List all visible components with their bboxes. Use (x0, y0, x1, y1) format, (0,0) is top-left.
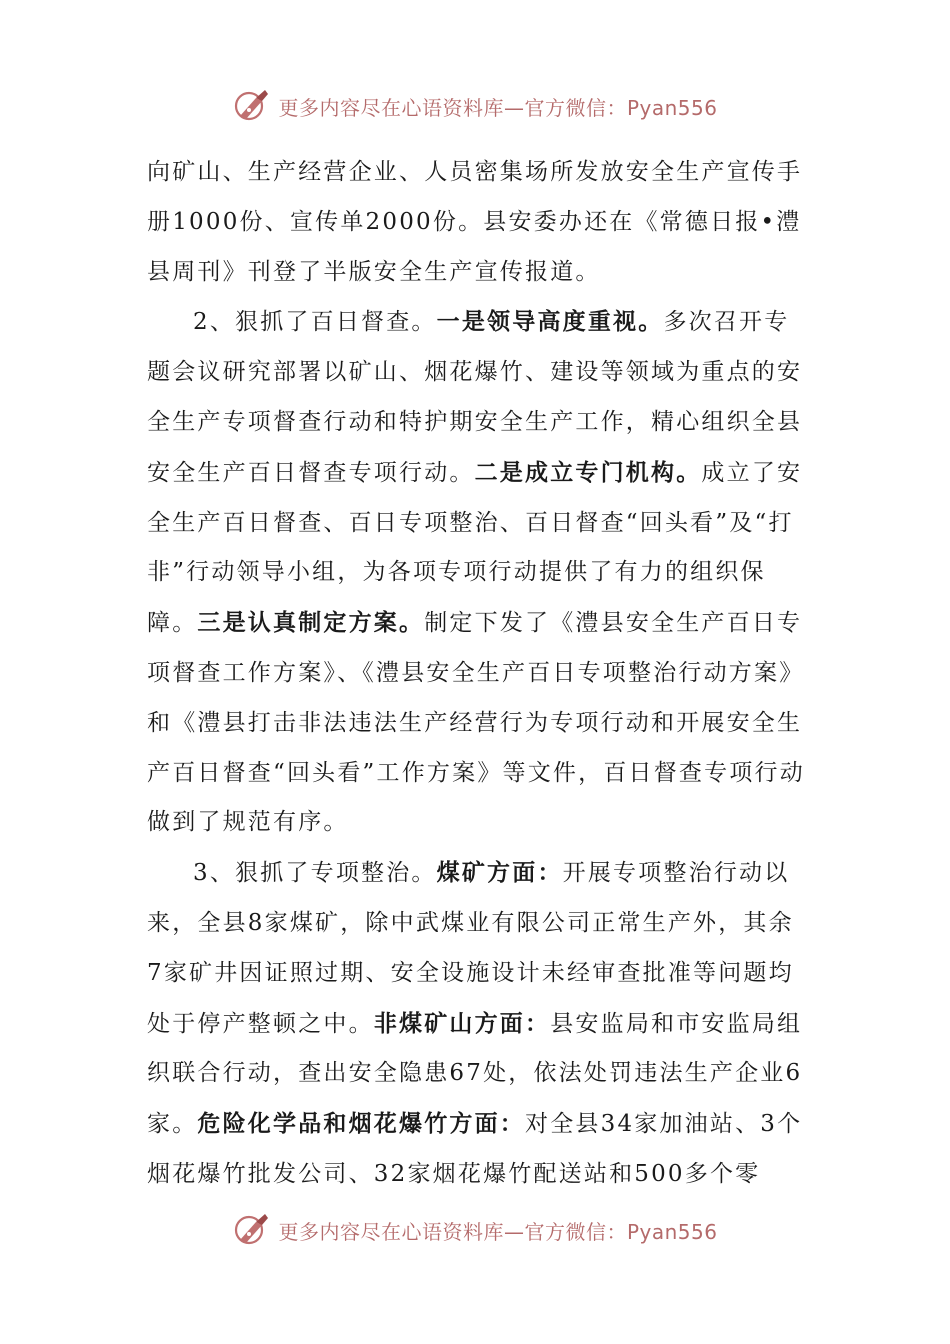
paragraph-2 (147, 297, 807, 848)
pen-nib-logo-icon (232, 1210, 272, 1250)
paragraph-3-text-3: 对全县34家加油站、3个烟花爆竹批发公司、32家烟花爆竹配送站和500多个零 (147, 1111, 803, 1187)
paragraph-2-text-1: 多次召开专题会议研究部署以矿山、烟花爆竹、建设等领域为重点的安全生产专项督查行动和特护期安全生产工作，精心组织全县安全生产百日督查专项行动。 (147, 309, 803, 486)
paragraph-3-text-2: 县安监局和市安监局组织联合行动，查出安全隐患67处，依法处罚违法生产企业6家。 (147, 1010, 803, 1138)
footer-banner (0, 1210, 950, 1250)
paragraph-1 (147, 148, 807, 297)
paragraph-3-heading-3: 危险化学品和烟花爆竹方面： (197, 1110, 526, 1138)
paragraph-3-heading-2: 非煤矿山方面： (373, 1009, 551, 1037)
footer-banner-text: 更多内容尽在心语资料库—官方微信：Pyan556 (278, 1219, 718, 1244)
paragraph-3-lead: 3、狠抓了专项整治。 (193, 860, 437, 887)
paragraph-3 (147, 848, 807, 1200)
paragraph-1-text: 向矿山、生产经营企业、人员密集场所发放安全生产宣传手册1000份、宣传单2000份。县安委办还在《常德日报•澧县周刊》刊登了半版安全生产宣传报道。 (147, 159, 803, 285)
document-body (147, 148, 807, 1200)
paragraph-2-heading-3: 三是认真制定方案。 (197, 609, 425, 637)
paragraph-2-text-2: 成立了安全生产百日督查、百日专项整治、百日督查“回头看”及“打非”行动领导小组，为各项专项行动提供了有力的组织保障。 (147, 459, 803, 637)
header-banner (0, 86, 950, 126)
header-banner-text: 更多内容尽在心语资料库—官方微信：Pyan556 (278, 95, 718, 120)
paragraph-3-text-1: 开展专项整治行动以来，全县8家煤矿，除中武煤业有限公司正常生产外，其余7家矿井因证照过期、安全设施设计未经审查批准等问题均处于停产整顿之中。 (147, 860, 794, 1037)
paragraph-3-heading-1: 煤矿方面： (436, 859, 563, 887)
paragraph-2-text-3: 制定下发了《澧县安全生产百日专项督查工作方案》、《澧县安全生产百日专项整治行动方案》和《澧县打击非法违法生产经营行为专项行动和开展安全生产百日督查“回头看”工作方案》等文件，百日督查专项行动做到了规范有序。 (147, 610, 805, 836)
paragraph-2-heading-1: 一是领导高度重视。 (436, 308, 664, 336)
paragraph-2-lead: 2、狠抓了百日督查。 (193, 309, 437, 336)
pen-nib-logo-icon (232, 86, 272, 126)
paragraph-2-heading-2: 二是成立专门机构。 (474, 458, 702, 486)
